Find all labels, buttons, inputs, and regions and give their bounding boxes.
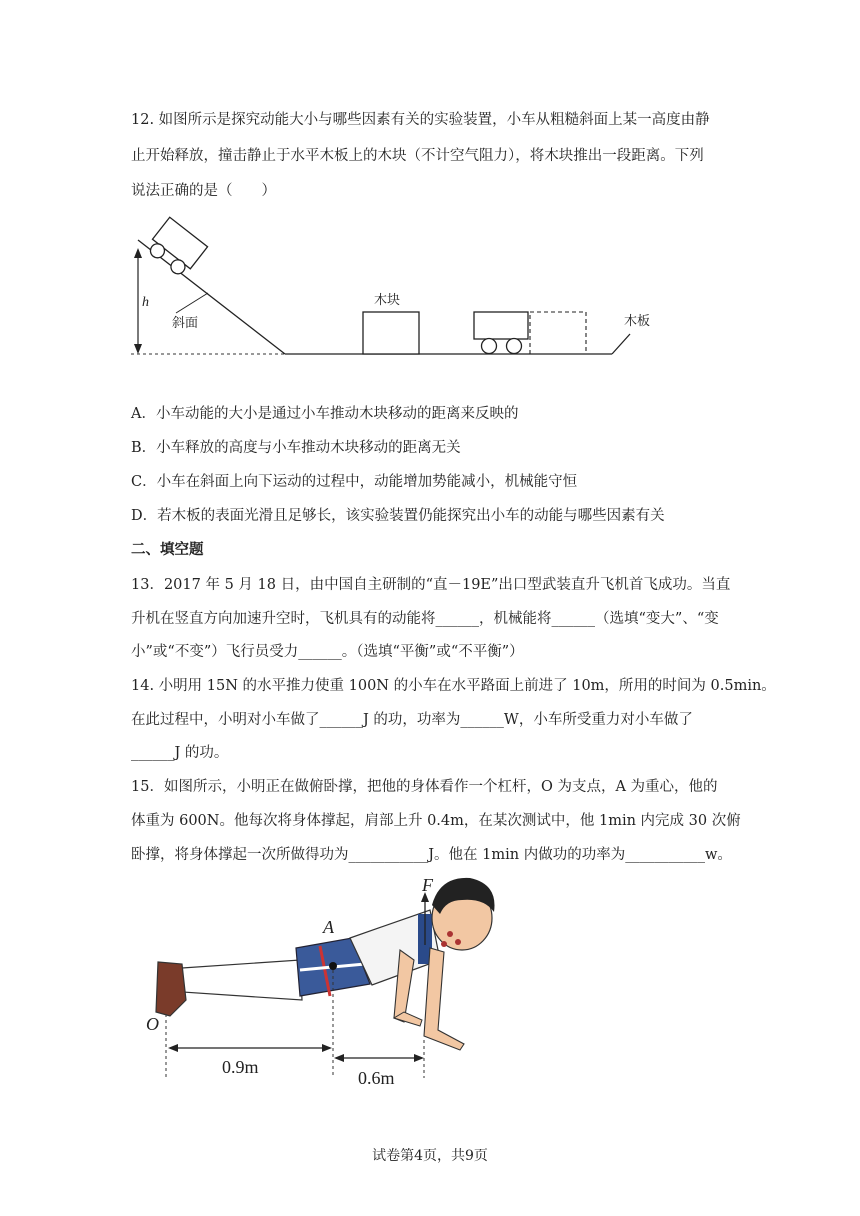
q12-option-c: C．小车在斜面上向下运动的过程中，动能增加势能减小，机械能守恒 xyxy=(131,474,578,490)
q13-line3: 小”或“不变”）飞行员受力______。（选填“平衡”或“不平衡”） xyxy=(131,644,524,660)
o-label: O xyxy=(146,1014,159,1034)
q15-line1: 15．如图所示，小明正在做俯卧撑，把他的身体看作一个杠杆，O 为支点，A 为重心，他的 xyxy=(131,779,718,795)
h-label: h xyxy=(142,295,149,310)
q12-stem-line2: 止开始释放，撞击静止于水平木板上的木块（不计空气阻力），将木块推出一段距离。下列 xyxy=(131,148,704,164)
dist-label-2: 0.6m xyxy=(358,1068,395,1088)
q14-line3: ______J 的功。 xyxy=(131,745,229,761)
q12-option-a: A．小车动能的大小是通过小车推动木块移动的距离来反映的 xyxy=(131,406,519,422)
slope-label: 斜面 xyxy=(172,316,199,331)
q15-line3: 卧撑，将身体撑起一次所做得功为___________J。他在 1min 内做功的功率为___________w。 xyxy=(131,847,732,863)
a-label: A xyxy=(323,917,334,937)
q15-line2: 体重为 600N。他每次将身体撑起，肩部上升 0.4m，在某次测试中，他 1min 内完成 30 次俯 xyxy=(131,813,741,829)
f-label: F xyxy=(422,875,433,895)
page-footer: 试卷第4页，共9页 xyxy=(372,1148,488,1164)
section-title: 二、填空题 xyxy=(131,542,204,558)
block-label: 木块 xyxy=(374,293,401,308)
board-label: 木板 xyxy=(624,314,651,329)
q12-stem-line1: 12. 如图所示是探究动能大小与哪些因素有关的实验装置，小车从粗糙斜面上某一高度由静 xyxy=(131,112,710,128)
q12-option-d: D．若木板的表面光滑且足够长，该实验装置仍能探究出小车的动能与哪些因素有关 xyxy=(131,508,665,524)
q14-line2: 在此过程中，小明对小车做了______J 的功，功率为______W，小车所受重力对小车做了 xyxy=(131,712,693,728)
q12-option-b: B．小车释放的高度与小车推动木块移动的距离无关 xyxy=(131,440,461,456)
q14-line1: 14. 小明用 15N 的水平推力使重 100N 的小车在水平路面上前进了 10m，所用的时间为 0.5min。 xyxy=(131,678,776,694)
dist-label-1: 0.9m xyxy=(222,1057,259,1077)
q13-line1: 13．2017 年 5 月 18 日，由中国自主研制的“直－19E”出口型武装直升飞机首飞成功。当直 xyxy=(131,577,731,593)
q13-line2: 升机在竖直方向加速升空时，飞机具有的动能将______，机械能将______（选填“变大”、“变 xyxy=(131,611,719,627)
q12-stem-line3: 说法正确的是（ ） xyxy=(131,183,276,199)
